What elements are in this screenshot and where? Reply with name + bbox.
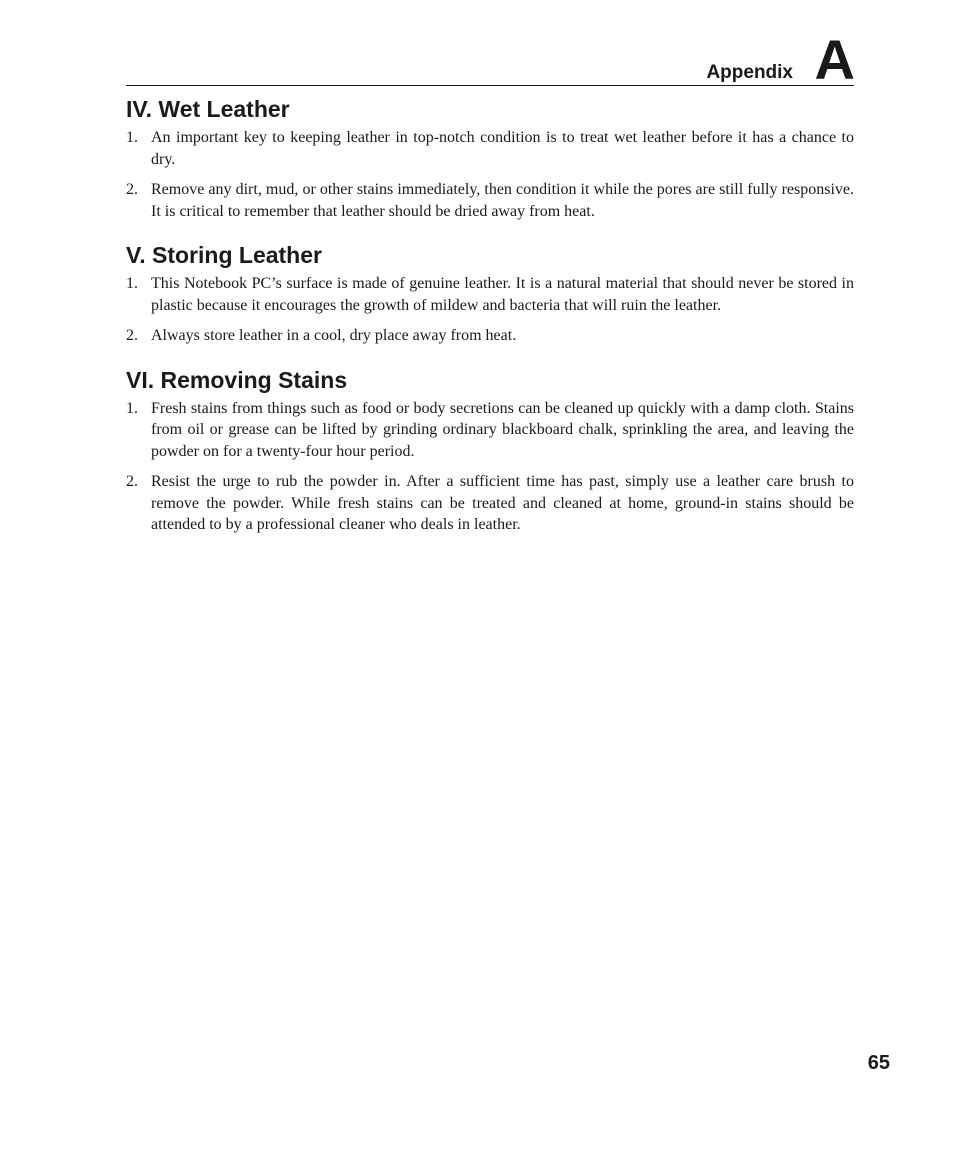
section-title: V. Storing Leather (126, 242, 322, 268)
appendix-label: Appendix (706, 62, 793, 83)
list-item (126, 179, 854, 222)
appendix-letter: A (814, 28, 855, 91)
list-item-text: Remove any dirt, mud, or other stains immediately, then condition it while the pores are still fully responsive. It is critical to remember that leather should be dried away from heat. (151, 181, 854, 220)
section-storing-leather (126, 240, 854, 347)
list-item-number: 2. (126, 327, 138, 344)
page-content (126, 94, 854, 554)
list-item (126, 471, 854, 536)
page-header (126, 28, 855, 91)
list-item-number: 1. (126, 129, 138, 146)
list-item (126, 398, 854, 463)
list-item (126, 325, 854, 347)
list-item (126, 273, 854, 316)
list-item-text: Fresh stains from things such as food or body secretions can be cleaned up quickly with a damp cloth. Stains from oil or grease can be lifted by grinding ordinary blackboard chalk, sprinkling the area, and leaving the powder on for a twenty-four hour period. (151, 399, 854, 460)
section-title: IV. Wet Leather (126, 96, 290, 122)
section-removing-stains (126, 365, 854, 536)
list-item-text: Resist the urge to rub the powder in. After a sufficient time has past, simply use a leather care brush to remove the powder. While fresh stains can be treated and cleaned at home, ground-in stains should be attended to by a professional cleaner who deals in leather. (151, 473, 854, 533)
list-item-number: 2. (126, 181, 138, 198)
page-number: 65 (867, 1052, 890, 1074)
list-item-number: 1. (126, 399, 138, 417)
list-item-text: This Notebook PC’s surface is made of genuine leather. It is a natural material that should never be stored in plastic because it encourages the growth of mildew and bacteria that will ruin the leather. (151, 275, 854, 314)
list-item-text: An important key to keeping leather in top-notch condition is to treat wet leather before it has a chance to dry. (151, 129, 854, 168)
list-item (126, 127, 854, 170)
list-item-number: 2. (126, 473, 138, 490)
list-item-number: 1. (126, 275, 138, 292)
list-item-text: Always store leather in a cool, dry place away from heat. (151, 327, 517, 344)
section-title: VI. Removing Stains (126, 366, 348, 393)
section-wet-leather (126, 94, 854, 222)
